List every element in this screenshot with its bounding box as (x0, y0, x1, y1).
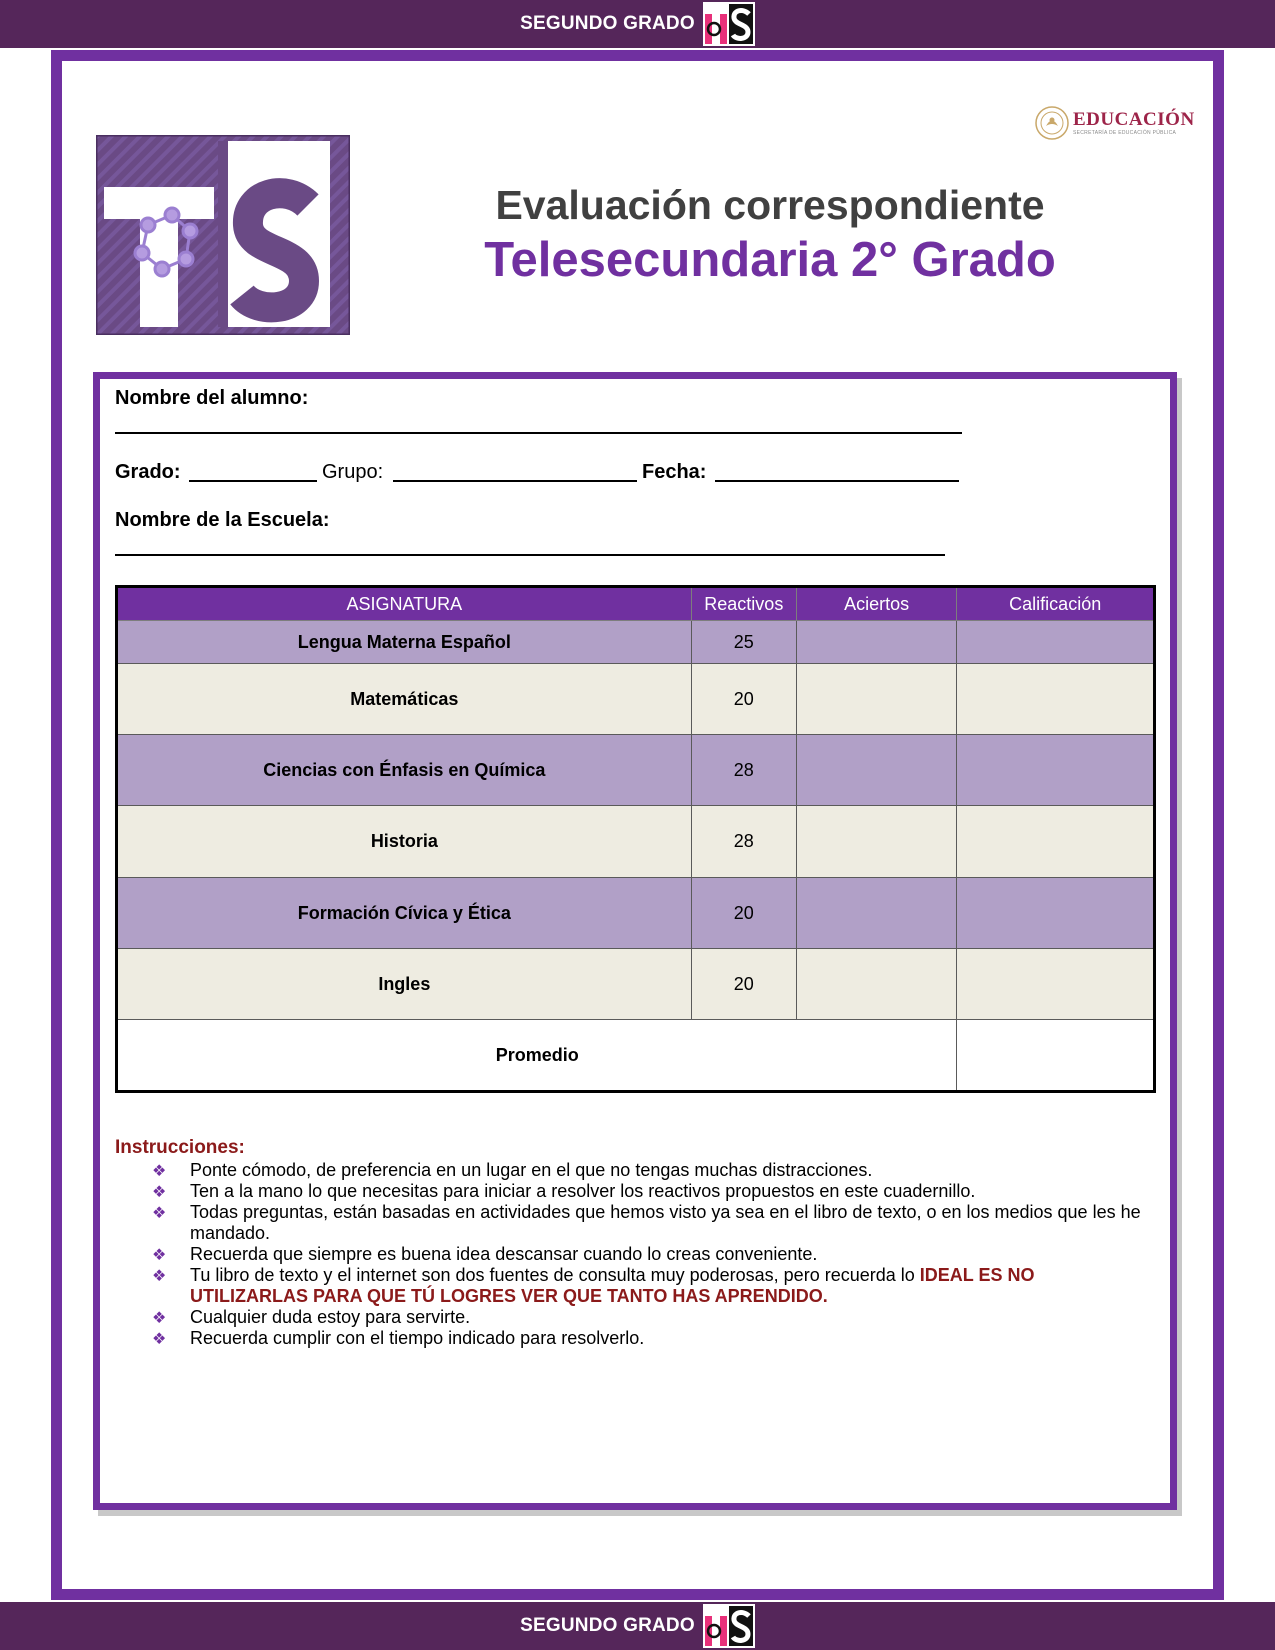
header-band (0, 0, 1275, 48)
diamond-bullet-icon: ❖ (152, 1203, 167, 1222)
items-cell: 20 (691, 878, 796, 949)
student-name-label: Nombre del alumno: (115, 387, 309, 409)
items-cell: 20 (691, 664, 796, 735)
group-field[interactable] (393, 480, 637, 482)
student-name-field[interactable] (115, 432, 962, 434)
subject-cell: Matemáticas (117, 664, 692, 735)
header-grade: Calificación (957, 587, 1155, 621)
header-items: Reactivos (691, 587, 796, 621)
education-logo-text (1073, 110, 1195, 136)
items-cell: 25 (691, 621, 796, 664)
grade-cell[interactable] (957, 806, 1155, 878)
school-name-field[interactable] (115, 554, 945, 556)
grade-label: Grado: (115, 461, 181, 483)
items-cell: 20 (691, 949, 796, 1020)
instruction-item (152, 1307, 1142, 1328)
ts-mini-logo-icon (703, 2, 755, 46)
correct-cell[interactable] (796, 664, 956, 735)
subject-cell: Lengua Materna Español (117, 621, 692, 664)
footer-band-label: SEGUNDO GRADO (520, 1615, 695, 1636)
group-label: Grupo: (322, 461, 384, 483)
correct-cell[interactable] (796, 949, 956, 1020)
sep-seal-icon (1035, 106, 1069, 140)
instruction-text: Todas preguntas, están basadas en actividades que hemos visto ya sea en el libro de texto, o en los medios que les he mandado. (190, 1202, 1141, 1243)
diamond-bullet-icon: ❖ (152, 1266, 167, 1285)
table-row (117, 949, 1155, 1020)
instruction-text: Ten a la mano lo que necesitas para iniciar a resolver los reactivos propuestos en este cuadernillo. (190, 1181, 976, 1201)
instruction-text: Recuerda cumplir con el tiempo indicado para resolverlo. (190, 1328, 645, 1348)
instruction-item (152, 1265, 1142, 1307)
items-cell: 28 (691, 806, 796, 878)
instruction-text: Ponte cómodo, de preferencia en un lugar en el que no tengas muchas distracciones. (190, 1160, 873, 1180)
subject-cell: Ingles (117, 949, 692, 1020)
correct-cell[interactable] (796, 878, 956, 949)
footer-band (0, 1602, 1275, 1650)
table-row (117, 806, 1155, 878)
subject-cell: Historia (117, 806, 692, 878)
grade-cell[interactable] (957, 735, 1155, 806)
grade-cell[interactable] (957, 664, 1155, 735)
diamond-bullet-icon: ❖ (152, 1329, 167, 1348)
ts-mini-logo-icon (703, 1604, 755, 1648)
education-logo (1035, 106, 1195, 140)
page-title-line2: Telesecundaria 2° Grado (484, 233, 1056, 287)
page-title-line1: Evaluación correspondiente (495, 182, 1045, 228)
correct-cell[interactable] (796, 735, 956, 806)
table-row (117, 735, 1155, 806)
ts-main-logo-icon (96, 135, 350, 335)
diamond-bullet-icon: ❖ (152, 1245, 167, 1264)
subject-cell: Ciencias con Énfasis en Química (117, 735, 692, 806)
average-value-cell[interactable] (957, 1020, 1155, 1092)
grade-field[interactable] (189, 480, 317, 482)
correct-cell[interactable] (796, 806, 956, 878)
education-subtitle: SECRETARÍA DE EDUCACIÓN PÚBLICA (1073, 130, 1177, 136)
instructions-title: Instrucciones: (115, 1137, 245, 1158)
instruction-item (152, 1244, 1142, 1265)
education-word: EDUCACIÓN (1073, 109, 1195, 130)
instruction-text: Recuerda que siempre es buena idea descansar cuando lo creas conveniente. (190, 1244, 818, 1264)
instruction-emphasis: IDEAL ES NO UTILIZARLAS PARA QUE TÚ LOGRES VER QUE TANTO HAS APRENDIDO. (190, 1265, 1035, 1306)
grade-cell[interactable] (957, 949, 1155, 1020)
table-row (117, 664, 1155, 735)
table-row (117, 621, 1155, 664)
instruction-item (152, 1160, 1142, 1181)
diamond-bullet-icon: ❖ (152, 1308, 167, 1327)
grade-cell[interactable] (957, 878, 1155, 949)
instruction-item (152, 1328, 1142, 1349)
header-correct: Aciertos (796, 587, 956, 621)
instruction-item (152, 1181, 1142, 1202)
school-name-label: Nombre de la Escuela: (115, 509, 330, 531)
diamond-bullet-icon: ❖ (152, 1161, 167, 1180)
table-header-row (117, 587, 1155, 621)
diamond-bullet-icon: ❖ (152, 1182, 167, 1201)
header-band-label: SEGUNDO GRADO (520, 13, 695, 34)
items-cell: 28 (691, 735, 796, 806)
average-row (117, 1020, 1155, 1092)
subject-cell: Formación Cívica y Ética (117, 878, 692, 949)
instruction-text: Cualquier duda estoy para servirte. (190, 1307, 471, 1327)
instruction-item (152, 1202, 1142, 1244)
grades-table (115, 585, 1156, 1093)
correct-cell[interactable] (796, 621, 956, 664)
grade-cell[interactable] (957, 621, 1155, 664)
date-field[interactable] (715, 480, 959, 482)
instruction-text: Tu libro de texto y el internet son dos fuentes de consulta muy poderosas, pero recuerda lo (190, 1265, 920, 1285)
table-row (117, 878, 1155, 949)
instructions-list (152, 1160, 1142, 1349)
average-label: Promedio (117, 1020, 957, 1092)
date-label: Fecha: (642, 461, 707, 483)
header-subject: ASIGNATURA (117, 587, 692, 621)
